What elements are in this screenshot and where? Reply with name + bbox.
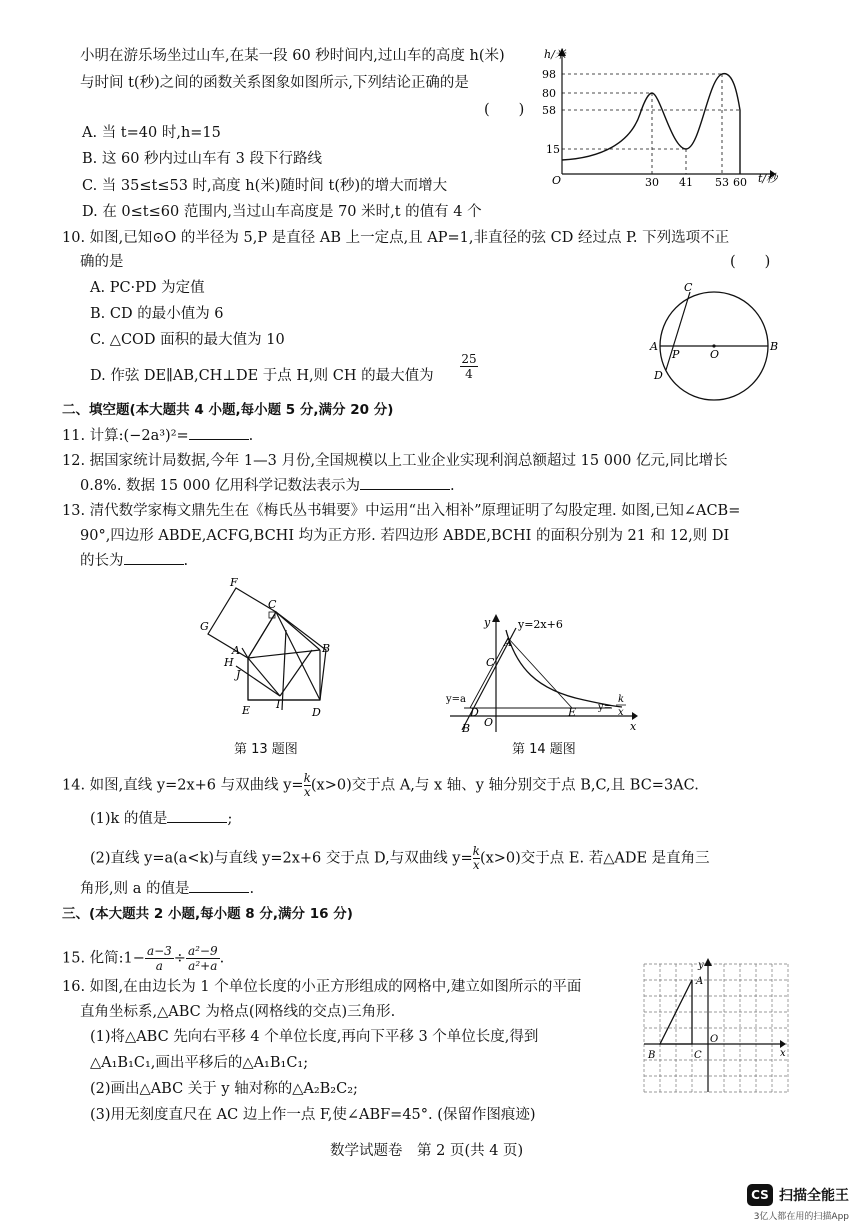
q14-part2-c: 角形,则 a 的值是	[80, 881, 190, 897]
q14-stem-a: 14. 如图,直线 y=2x+6 与双曲线 y=	[62, 777, 304, 794]
q14-fig-label-o: O	[484, 716, 494, 729]
q10-option-d: D. 作弦 DE∥AB,CH⊥DE 于点 H,则 CH 的最大值为	[90, 368, 434, 384]
q9-ytick-98: 98	[542, 68, 556, 81]
section-2-heading: 二、填空题(本大题共 4 小题,每小题 5 分,满分 20 分)	[62, 402, 394, 418]
q15-f1-num: a−3	[146, 944, 172, 958]
q14-part1-blank	[167, 810, 227, 823]
q13-label-h: H	[224, 656, 234, 669]
scanner-watermark	[747, 1184, 849, 1206]
q14-fig-label-c: C	[486, 656, 495, 669]
q15-prefix: 15. 化简:1−	[62, 950, 145, 967]
q12-line2-text: 0.8%. 数据 15 000 亿用科学记数法表示为	[80, 478, 361, 494]
q13-answer-blank	[124, 552, 184, 565]
q16-grid-figure	[640, 958, 790, 1096]
q9-stem-line1: 小明在游乐场坐过山车,在某一段 60 秒时间内,过山车的高度 h(米)	[80, 48, 505, 64]
q14-fig-line-label: y=2x+6	[518, 618, 563, 631]
q14-fig-label-d: D	[470, 706, 479, 719]
q16-part1-a: (1)将△ABC 先向右平移 4 个单位长度,再向下平移 3 个单位长度,得到	[90, 1029, 539, 1045]
q14-frac-den: x	[303, 785, 311, 799]
q14-frac-k-over-x	[304, 772, 311, 799]
q12-answer-blank	[360, 477, 450, 490]
q14-stem	[62, 772, 699, 799]
q14-fig-label-a: A	[504, 636, 512, 649]
q13-label-d: D	[312, 706, 321, 719]
q9-stem-line2: 与时间 t(秒)之间的函数关系图象如图所示,下列结论正确的是	[80, 75, 469, 91]
q15-fraction-2	[186, 944, 220, 973]
q12-line1: 12. 据国家统计局数据,今年 1—3 月份,全国规模以上工业企业实现利润总额超过 15 000 亿元,同比增长	[62, 453, 728, 469]
q13-squares-figure	[196, 576, 336, 736]
scanner-brand-name: 扫描全能王	[779, 1188, 849, 1204]
q9-option-b: B. 这 60 秒内过山车有 3 段下行路线	[82, 151, 322, 167]
q14-hyperbola-figure	[444, 612, 644, 734]
q10-fraction	[460, 352, 478, 381]
q14-frac-num: k	[303, 771, 311, 785]
q10-label-b: B	[770, 340, 779, 353]
q13-label-c: C	[268, 598, 277, 611]
q9-roller-coaster-graph	[540, 44, 780, 186]
q10-option-b: B. CD 的最小值为 6	[90, 306, 224, 322]
q9-option-c: C. 当 35≤t≤53 时,高度 h(米)随时间 t(秒)的增大而增大	[82, 178, 448, 194]
q13-end: .	[183, 553, 189, 569]
q10-stem-line2: 确的是	[80, 254, 124, 270]
q14-fig-x-axis: x	[630, 720, 637, 733]
q15-divide: ÷	[173, 950, 186, 967]
q9-xtick-41: 41	[679, 176, 693, 186]
q10-label-a: A	[650, 340, 658, 353]
scanner-slogan: 3亿人都在用的扫描App	[753, 1212, 849, 1222]
q10-label-o: O	[710, 348, 720, 361]
q15-expression	[62, 944, 224, 973]
q10-option-a: A. PC·PD 为定值	[90, 280, 205, 296]
q16-label-o: O	[710, 1034, 719, 1045]
q16-y-axis: y	[698, 960, 704, 971]
q15-f2-den: a²+a	[188, 959, 218, 973]
q14-fig-y-axis: y	[484, 616, 491, 629]
q9-option-a: A. 当 t=40 时,h=15	[82, 125, 221, 141]
q16-part2: (2)画出△ABC 关于 y 轴对称的△A₂B₂C₂;	[90, 1081, 358, 1097]
q13-line3	[80, 552, 188, 570]
q14-part1-end: ;	[227, 811, 233, 827]
q14-part1-text: (1)k 的值是	[90, 811, 168, 827]
q14-part2-frac-den: x	[472, 858, 480, 872]
q12-end: .	[450, 478, 455, 494]
q14-fig-label-b: B	[462, 722, 471, 734]
q14-fig-ya-label: y=a	[446, 694, 466, 705]
q13-line1: 13. 清代数学家梅文鼎先生在《梅氏丛书辑要》中运用“出入相补”原理证明了勾股定理. 如图,已知∠ACB=	[62, 503, 741, 519]
q16-label-a: A	[696, 976, 704, 987]
q9-xtick-30: 30	[645, 176, 659, 186]
q12-line2	[80, 477, 455, 495]
q13-line2: 90°,四边形 ABDE,ACFG,BCHI 均为正方形. 若四边形 ABDE,BCHI 的面积分别为 21 和 12,则 DI	[80, 528, 730, 544]
q16-label-c: C	[694, 1050, 702, 1061]
q9-graph-ylabel: h/米	[544, 48, 566, 61]
q10-label-p: P	[672, 348, 680, 361]
q10-label-c: C	[684, 281, 693, 294]
q13-label-j: J	[236, 668, 241, 681]
q14-part2	[90, 845, 710, 872]
q14-part2-frac	[473, 845, 480, 872]
q10-fraction-numerator: 25	[461, 352, 477, 366]
q10-answer-bracket: ( )	[730, 254, 771, 270]
q13-label-i: I	[276, 698, 281, 711]
section-3-heading: 三、(本大题共 2 小题,每小题 8 分,满分 16 分)	[62, 906, 353, 922]
q14-part1	[90, 810, 232, 828]
q10-fraction-denominator: 4	[465, 367, 473, 381]
q10-label-d: D	[654, 369, 663, 382]
q16-x-axis: x	[780, 1048, 786, 1059]
q9-graph-origin: O	[552, 174, 562, 186]
q14-fig-hyper-k: k	[618, 694, 625, 705]
q14-part2-a: (2)直线 y=a(a<k)与直线 y=2x+6 交于点 D,与双曲线 y=	[90, 850, 473, 867]
q15-fraction-1	[145, 944, 174, 973]
q14-stem-b: (x>0)交于点 A,与 x 轴、y 轴分别交于点 B,C,且 BC=3AC.	[310, 777, 699, 794]
q9-xtick-60: 60	[733, 176, 747, 186]
q11-end: .	[248, 428, 254, 444]
q15-f2-num: a²−9	[187, 944, 218, 958]
q14-part2-blank	[189, 880, 249, 893]
page-footer: 数学试题卷 第 2 页(共 4 页)	[330, 1143, 524, 1159]
q10-option-c: C. △COD 面积的最大值为 10	[90, 332, 285, 348]
q13-label-f: F	[230, 576, 238, 589]
q16-part1-b: △A₁B₁C₁,画出平移后的△A₁B₁C₁;	[90, 1055, 309, 1071]
q14-part2-line2	[80, 880, 254, 898]
q9-ytick-80: 80	[542, 87, 556, 100]
q10-stem-line1: 10. 如图,已知⊙O 的半径为 5,P 是直径 AB 上一定点,且 AP=1,非直径的弦 CD 经过点 P. 下列选项不正	[62, 230, 730, 246]
q16-line2: 直角坐标系,△ABC 为格点(网格线的交点)三角形.	[80, 1004, 396, 1020]
q14-part2-end: .	[249, 881, 255, 897]
q14-fig-label-e: E	[568, 706, 577, 719]
q15-f1-den: a	[155, 959, 163, 973]
q9-graph-xlabel: t/秒	[758, 172, 778, 185]
q16-part3: (3)用无刻度直尺在 AC 边上作一点 F,使∠ABF=45°. (保留作图痕迹)	[90, 1107, 536, 1123]
q13-label-b: B	[322, 642, 331, 655]
q9-ytick-15: 15	[546, 143, 560, 156]
q13-label-g: G	[200, 620, 209, 633]
q11-expression: 11. 计算:(−2a³)²=	[62, 428, 189, 444]
q11-text	[62, 427, 253, 445]
q16-line1: 16. 如图,在由边长为 1 个单位长度的小正方形组成的网格中,建立如图所示的平面	[62, 979, 582, 995]
q14-part2-frac-num: k	[472, 844, 480, 858]
q9-option-d: D. 在 0≤t≤60 范围内,当过山车高度是 70 米时,t 的值有 4 个	[82, 204, 482, 220]
q14-fig-hyper-label: y=	[598, 702, 613, 713]
q9-xtick-53: 53	[715, 176, 729, 186]
q14-part2-b: (x>0)交于点 E. 若△ADE 是直角三	[479, 850, 710, 867]
q16-label-b: B	[648, 1050, 656, 1061]
q13-label-a: A	[232, 644, 240, 657]
scanner-logo-icon: CS	[747, 1184, 773, 1206]
q13-label-e: E	[242, 704, 251, 717]
q14-fig-hyper-x: x	[618, 707, 624, 718]
q9-ytick-58: 58	[542, 104, 556, 117]
q9-answer-bracket: ( )	[484, 102, 525, 118]
q15-end: .	[219, 950, 225, 967]
q10-circle-figure	[648, 278, 788, 404]
q14-caption: 第 14 题图	[512, 742, 576, 757]
q13-caption: 第 13 题图	[234, 742, 298, 757]
q13-line3-text: 的长为	[80, 553, 124, 569]
q11-answer-blank	[189, 427, 249, 440]
